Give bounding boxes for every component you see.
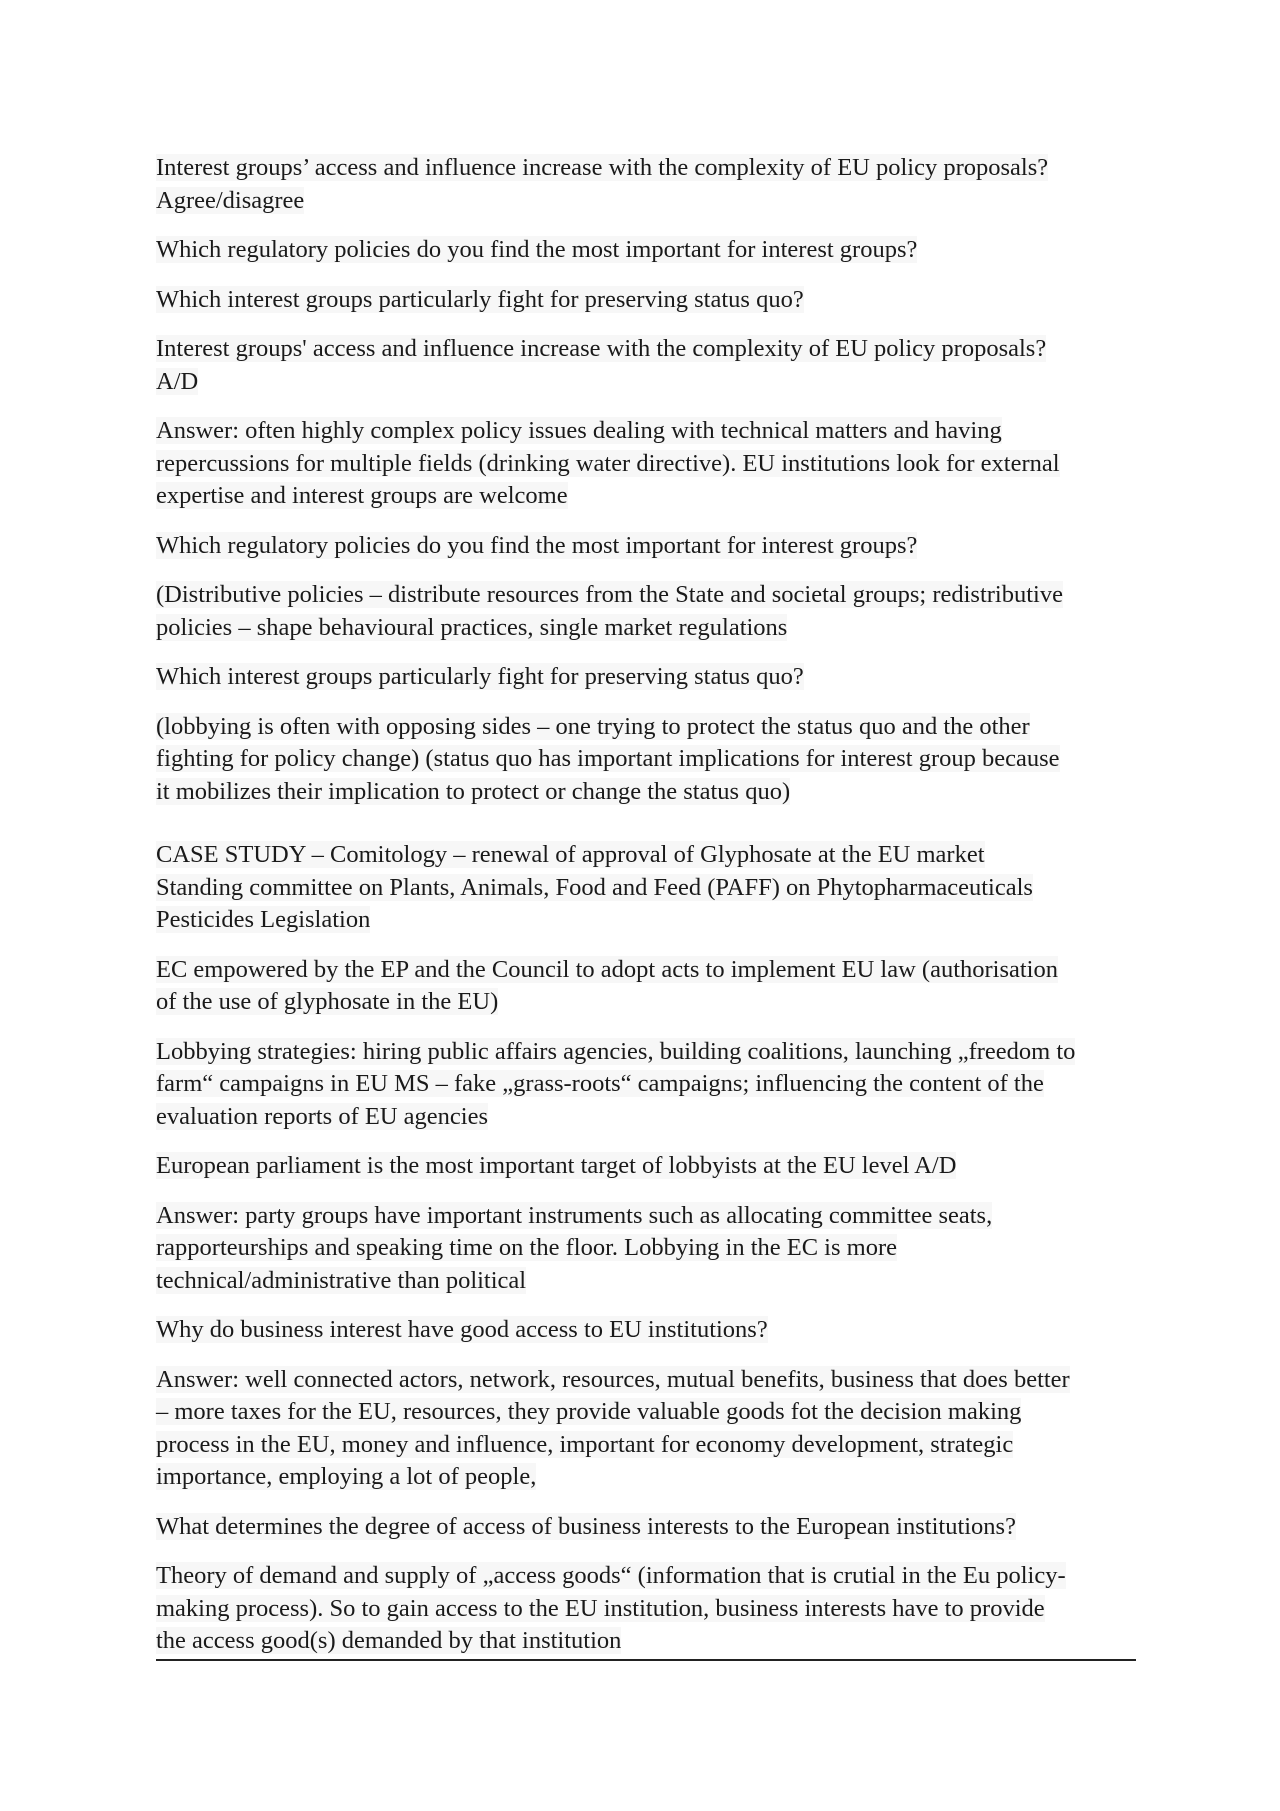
document-page — [156, 152, 1136, 1661]
paragraph-answer-distributive: (Distributive policies – distribute resources from the State and societal groups; redistributive policies – shape behavioural practices, single market regulations — [156, 581, 1063, 641]
paragraph-answer-complexity: Answer: often highly complex policy issues dealing with technical matters and having repercussions for multiple fields (drinking water directive). EU institutions look for external expertise and interest groups are welcome — [156, 417, 1060, 509]
paragraph-question-status-quo-repeat: Which interest groups particularly fight for preserving status quo? — [156, 663, 804, 690]
paragraph-question-degree-of-access: What determines the degree of access of business interests to the European institutions? — [156, 1512, 1016, 1540]
paragraph-case-study: CASE STUDY – Comitology – renewal of approval of Glyphosate at the EU market Standing committee on Plants, Animals, Food and Feed (PAFF) on Phytopharmaceuticals Pesticides Legislation — [156, 841, 1033, 933]
paragraph-question-regulatory: Which regulatory policies do you find the most important for interest groups? — [156, 236, 918, 263]
paragraph-question-business-access: Why do business interest have good access to EU institutions? — [156, 1316, 768, 1343]
blank-line — [156, 825, 1136, 839]
paragraph-question-complexity: Interest groups’ access and influence increase with the complexity of EU policy proposals? Agree/disagree — [156, 154, 1049, 214]
paragraph-question-regulatory-repeat: Which regulatory policies do you find the most important for interest groups? — [156, 531, 918, 559]
paragraph-answer-access-goods: Theory of demand and supply of „access goods“ (information that is crutial in the Eu policy- making process). So to gain access to the EU institution, business interests have to provide the access good(s) demanded by that institution — [156, 1560, 1136, 1661]
paragraph-ec-empowered: EC empowered by the EP and the Council to adopt acts to implement EU law (authorisation of the use of glyphosate in the EU) — [156, 955, 1058, 1015]
paragraph-question-complexity-ad: Interest groups' access and influence increase with the complexity of EU policy proposals? A/D — [156, 335, 1047, 395]
paragraph-answer-business-access: Answer: well connected actors, network, resources, mutual benefits, business that does better – more taxes for the EU, resources, they provide valuable goods fot the decision making process in the EU, money and influence, important for economy development, strategic importance, employing a lot of people, — [156, 1365, 1070, 1490]
paragraph-question-status-quo: Which interest groups particularly fight for preserving status quo? — [156, 285, 804, 313]
paragraph-question-european-parliament: European parliament is the most important target of lobbyists at the EU level A/D — [156, 1152, 957, 1179]
paragraph-answer-lobbying-sides: (lobbying is often with opposing sides – one trying to protect the status quo and the other fighting for policy change) (status quo has important implications for interest group because it mobilizes their implication to protect or change the status quo) — [156, 712, 1060, 805]
paragraph-answer-party-groups: Answer: party groups have important instruments such as allocating committee seats, rapporteurships and speaking time on the floor. Lobbying in the EC is more technical/administrative than political — [156, 1201, 993, 1294]
paragraph-lobbying-strategies: Lobbying strategies: hiring public affairs agencies, building coalitions, launching „freedom to farm“ campaigns in EU MS – fake „grass-roots“ campaigns; influencing the content of the evaluation reports of EU agencies — [156, 1037, 1076, 1130]
